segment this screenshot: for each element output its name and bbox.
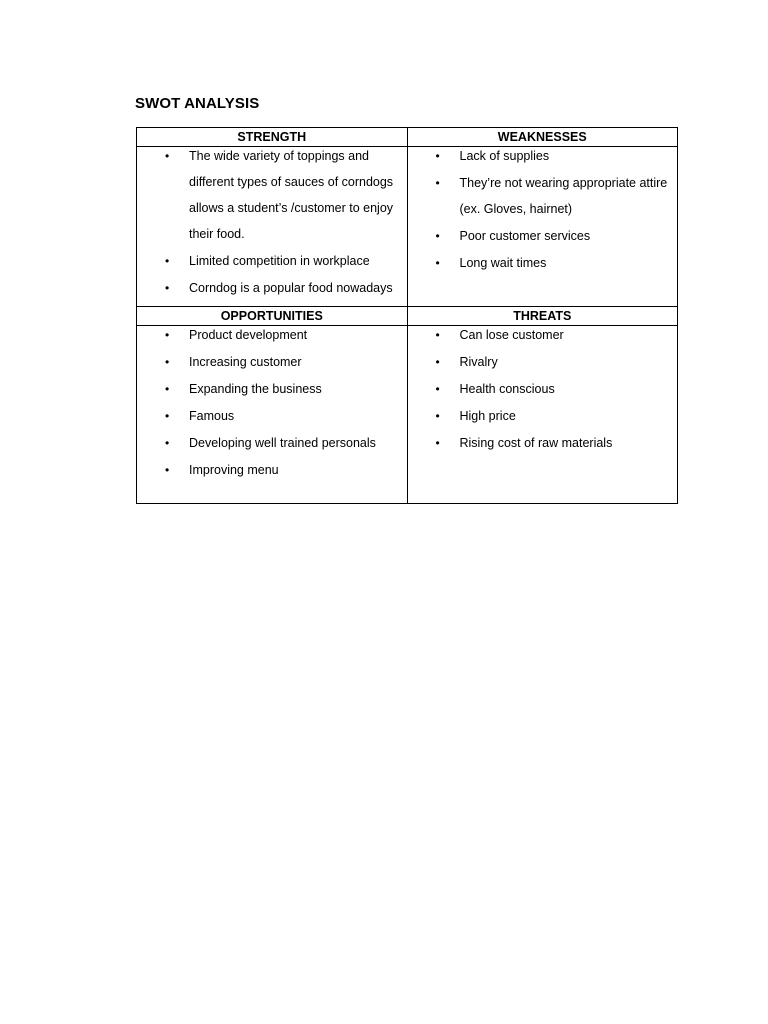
list-item: • Poor customer services [408, 223, 672, 249]
opportunities-list [137, 326, 407, 479]
header-row-bottom [137, 307, 678, 326]
list-item: • Long wait times [408, 250, 672, 276]
opportunities-heading: OPPORTUNITIES [137, 307, 408, 326]
list-item: • Rising cost of raw materials [408, 434, 672, 452]
list-item: • Rivalry [408, 353, 672, 371]
list-item: • Lack of supplies [408, 143, 672, 169]
list-item: • Corndog is a popular food nowadays [137, 275, 401, 301]
list-item: • Expanding the business [137, 380, 401, 398]
list-item: • Famous [137, 407, 401, 425]
strength-list [137, 143, 407, 306]
threats-list [408, 326, 678, 452]
list-item: • Can lose customer [408, 326, 672, 344]
content-row-bottom [137, 326, 678, 504]
weaknesses-cell [407, 147, 678, 307]
swot-table [136, 127, 678, 504]
list-item: • High price [408, 407, 672, 425]
list-item: • Product development [137, 326, 401, 344]
opportunities-cell [137, 326, 408, 504]
threats-heading: THREATS [407, 307, 678, 326]
content-row-top [137, 147, 678, 307]
list-item: • Limited competition in workplace [137, 248, 401, 274]
list-item: • They’re not wearing appropriate attire (ex. Gloves, hairnet) [408, 170, 672, 222]
list-item: • The wide variety of toppings and different types of sauces of corndogs allows a student’s /customer to enjoy their food. [137, 143, 401, 247]
strength-cell [137, 147, 408, 307]
list-item: • Developing well trained personals [137, 434, 401, 452]
threats-cell [407, 326, 678, 504]
page-title: SWOT ANALYSIS [135, 95, 260, 112]
list-item: • Improving menu [137, 461, 401, 479]
list-item: • Health conscious [408, 380, 672, 398]
weaknesses-heading: WEAKNESSES [407, 128, 678, 147]
weaknesses-list [408, 143, 678, 281]
strength-heading: STRENGTH [137, 128, 408, 147]
list-item: • Increasing customer [137, 353, 401, 371]
